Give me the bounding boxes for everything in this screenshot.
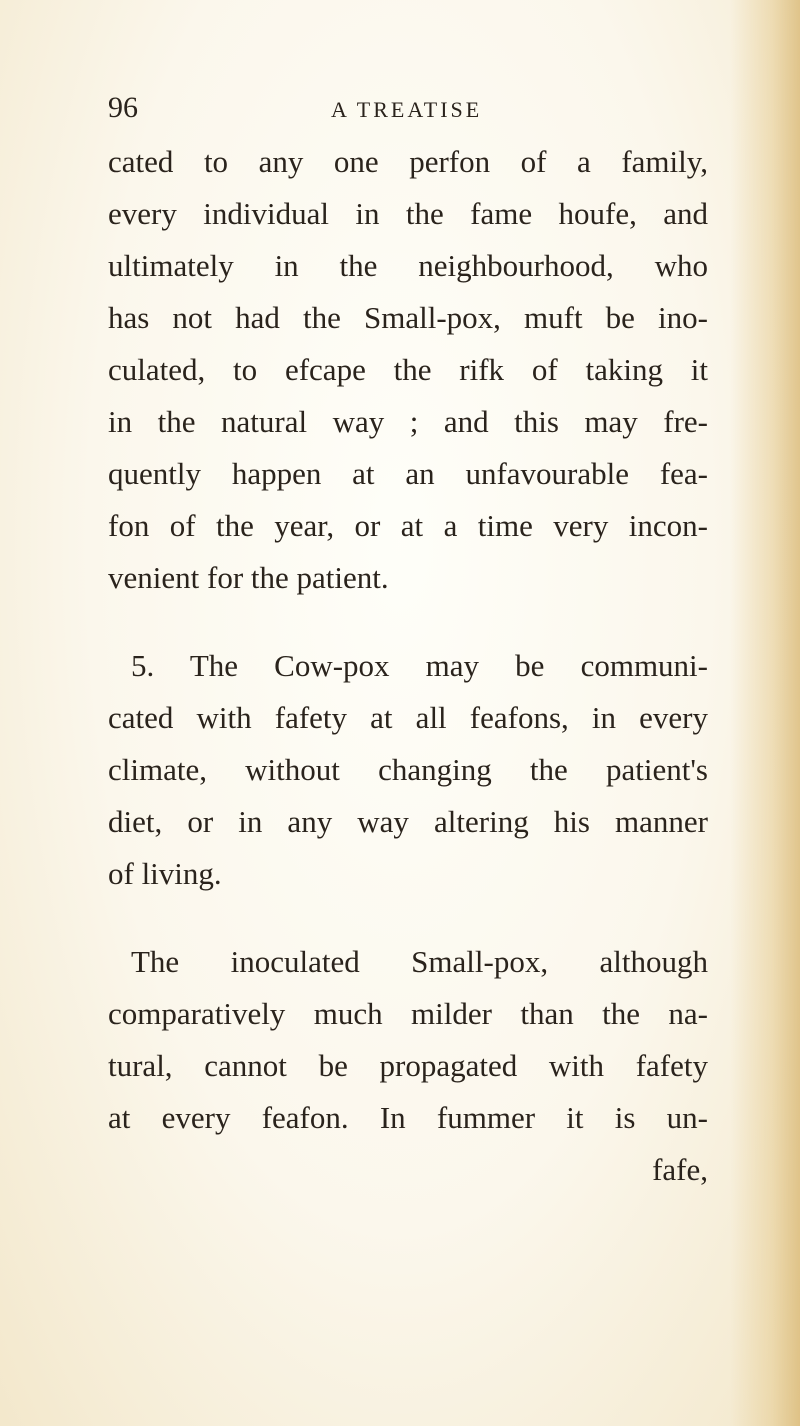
page-header <box>108 88 628 128</box>
running-head: A TREATISE <box>331 97 483 122</box>
text-line: fon of the year, or at a time very incon- <box>108 508 708 543</box>
paragraph-3 <box>108 936 708 1144</box>
paragraph-1 <box>108 136 708 604</box>
text-line: climate, without changing the patient's <box>108 752 708 787</box>
text-line: comparatively much milder than the na- <box>108 996 708 1031</box>
text-line: cated to any one perfon of a family, <box>108 144 708 179</box>
catchword: fafe, <box>652 1152 708 1187</box>
page-number: 96 <box>108 91 138 124</box>
text-line: culated, to efcape the rifk of taking it <box>108 352 708 387</box>
text-line: tural, cannot be propagated with fafety <box>108 1048 708 1083</box>
text-line: quently happen at an unfavourable fea- <box>108 456 708 491</box>
text-line: venient for the patient. <box>108 560 389 595</box>
text-line: cated with fafety at all feafons, in every <box>108 700 708 735</box>
text-line: ultimately in the neighbourhood, who <box>108 248 708 283</box>
text-line: every individual in the fame houfe, and <box>108 196 708 231</box>
text-line: The inoculated Small-pox, although <box>131 944 708 979</box>
paragraph-2 <box>108 640 708 900</box>
text-line: 5. The Cow-pox may be communi- <box>131 648 708 683</box>
text-line: diet, or in any way altering his manner <box>108 804 708 839</box>
body-text <box>108 136 708 1196</box>
text-line: in the natural way ; and this may fre- <box>108 404 708 439</box>
text-line: of living. <box>108 856 222 891</box>
text-line: has not had the Small-pox, muft be ino- <box>108 300 708 335</box>
text-line: at every feafon. In fummer it is un- <box>108 1100 708 1135</box>
